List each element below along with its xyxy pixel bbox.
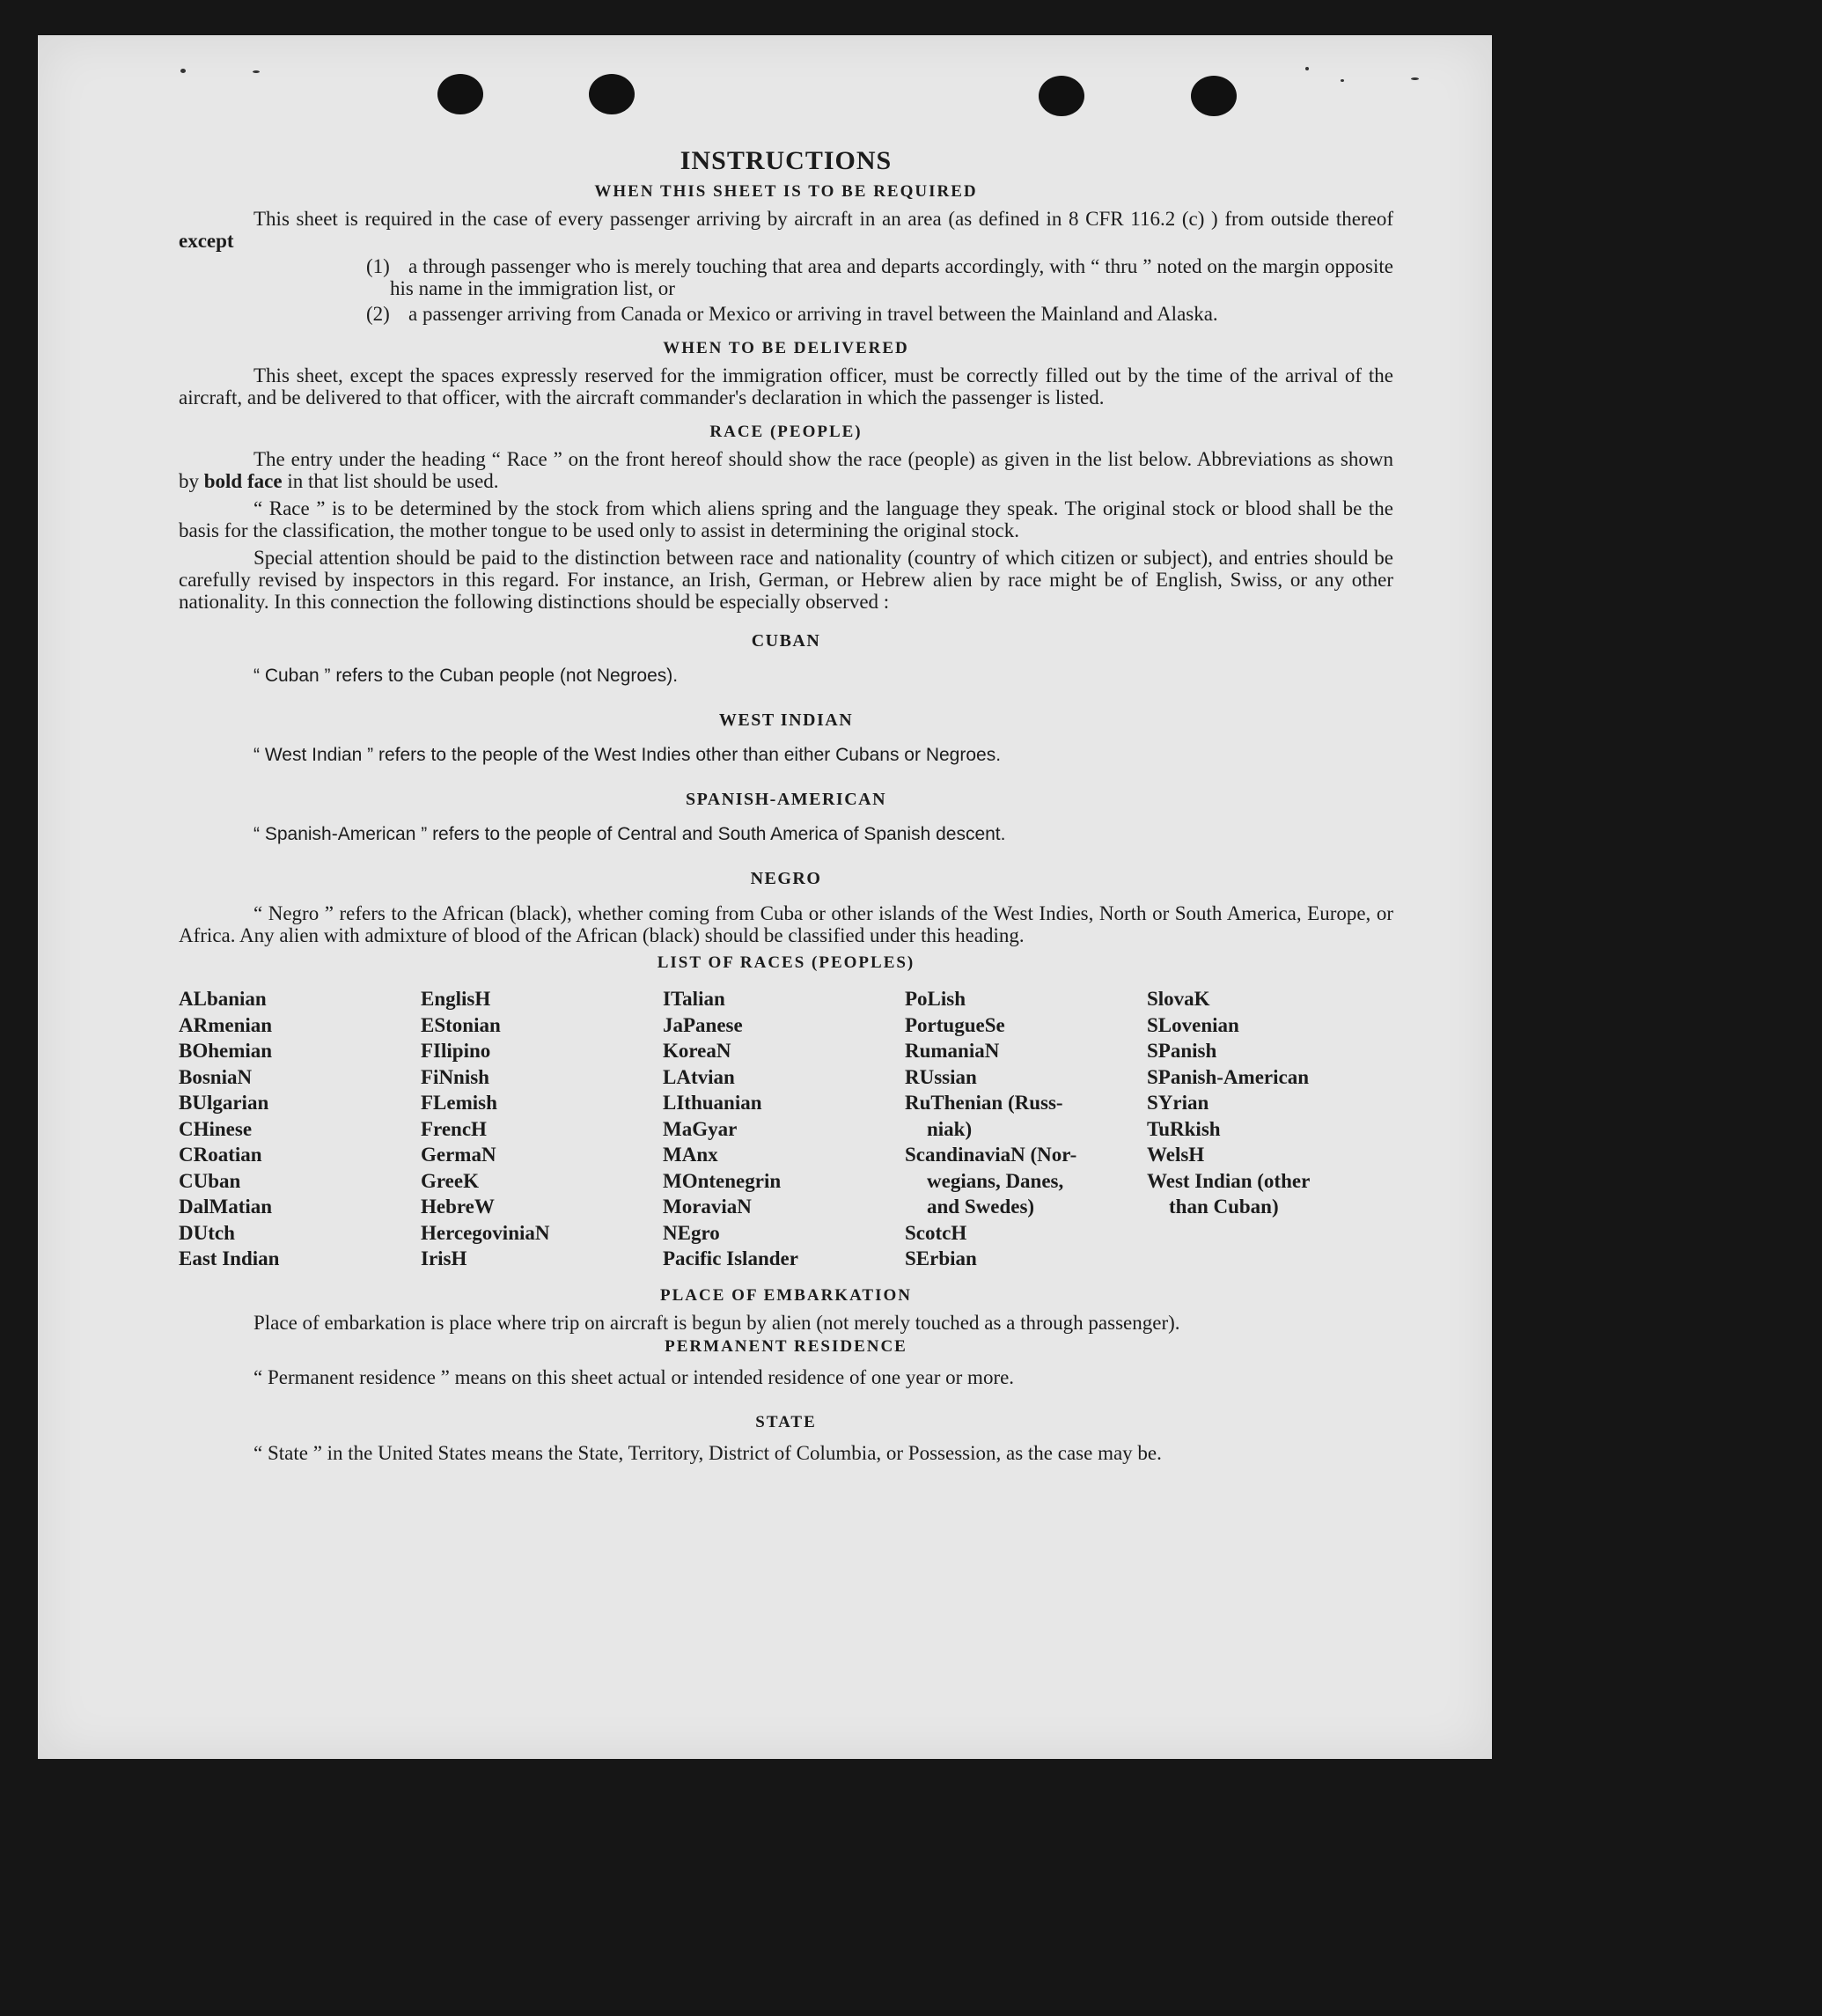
race-entry: GreeK	[421, 1169, 479, 1192]
instructions-body	[179, 146, 1393, 1464]
heading-state: STATE	[755, 1412, 817, 1431]
race-entry: ARmenian	[179, 1013, 273, 1036]
race-entry: CUban	[179, 1169, 241, 1192]
embarkation-text: Place of embarkation is place where trip on aircraft is begun by alien (not merely touched as a through passenger).	[253, 1311, 1180, 1334]
race-entry: GermaN	[421, 1144, 496, 1166]
races-column-1	[179, 986, 421, 1272]
exception-item-2: (2) a passenger arriving from Canada or Mexico or arriving in travel between the Mainland and Alaska.	[366, 303, 1218, 325]
speck	[253, 70, 260, 73]
delivered-text: This sheet, except the spaces expressly reserved for the immigration officer, must be correctly filled out by the time of the arrival of the aircraft, and be delivered to that officer, with the aircraft commander's declaration in which the passenger is listed.	[179, 364, 1393, 408]
race-paragraph-1: The entry under the heading “ Race ” on the front hereof should show the race (people) as given in the list below. Abbreviations as shown by bold face in that list should be used.	[179, 448, 1393, 492]
race-entry-continued: wegians, Danes,	[927, 1169, 1064, 1192]
race-entry: MAnx	[663, 1144, 718, 1166]
state-text: “ State ” in the United States means the State, Territory, District of Columbia, or Possession, as the case may be.	[253, 1441, 1162, 1464]
race-entry: ScandinaviaN (Nor-	[905, 1144, 1077, 1166]
race-entry: KoreaN	[663, 1040, 731, 1062]
race-entry: MaGyar	[663, 1117, 738, 1140]
races-column-5	[1147, 986, 1389, 1272]
exception-item-1: (1) a through passenger who is merely touching that area and departs accordingly, with “ thru ” noted on the margin opposite his name in the immigration list, or	[366, 255, 1393, 299]
heading-cuban: CUBAN	[751, 631, 821, 651]
race-entry: BosniaN	[179, 1065, 253, 1088]
race-entry: RumaniaN	[905, 1040, 1000, 1062]
speck	[1341, 79, 1344, 82]
race-entry: Pacific Islander	[663, 1247, 798, 1269]
race-entry: EStonian	[421, 1013, 501, 1036]
race-paragraph-2: “ Race ” is to be determined by the stock from which aliens spring and the language they speak. The original stock or blood shall be the basis for the classification, the mother tongue to be used only to assist in determining the original stock.	[179, 497, 1393, 541]
race-entry: TuRkish	[1147, 1117, 1221, 1140]
race-entry: LAtvian	[663, 1065, 735, 1088]
race-entry: FIlipino	[421, 1040, 491, 1062]
races-column-3	[663, 986, 905, 1272]
race-entry: FiNnish	[421, 1065, 489, 1088]
race-entry: West Indian (other	[1147, 1169, 1311, 1192]
heading-embarkation: PLACE OF EMBARKATION	[660, 1285, 912, 1305]
race-entry: MOntenegrin	[663, 1169, 782, 1192]
document-page	[38, 35, 1492, 1759]
page-title: INSTRUCTIONS	[680, 146, 893, 175]
race-entry: FLemish	[421, 1092, 497, 1114]
race-entry-continued: and Swedes)	[927, 1196, 1035, 1218]
race-entry: ALbanian	[179, 988, 267, 1010]
race-entry: RuThenian (Russ-	[905, 1092, 1063, 1114]
race-entry: CRoatian	[179, 1144, 262, 1166]
race-entry: SLovenian	[1147, 1013, 1239, 1036]
punch-hole	[589, 74, 635, 114]
speck	[180, 69, 186, 73]
race-entry: PortugueSe	[905, 1013, 1005, 1036]
heading-west-indian: WEST INDIAN	[718, 710, 854, 730]
races-column-2	[421, 986, 663, 1272]
race-entry: PoLish	[905, 988, 966, 1010]
race-entry: NEgro	[663, 1221, 720, 1244]
race-entry: HercegoviniaN	[421, 1221, 550, 1244]
west-indian-text: “ West Indian ” refers to the people of the West Indies other than either Cubans or Negroes.	[253, 745, 1002, 765]
section-heading-race: RACE (PEOPLE)	[709, 423, 863, 441]
punch-hole	[437, 74, 483, 114]
race-entry-continued: than Cuban)	[1169, 1196, 1279, 1218]
race-entry: BOhemian	[179, 1040, 273, 1062]
heading-list-of-races: LIST OF RACES (PEOPLES)	[657, 953, 915, 972]
race-entry: WelsH	[1147, 1144, 1205, 1166]
race-entry: ITalian	[663, 988, 725, 1010]
heading-spanish-american: SPANISH-AMERICAN	[685, 790, 887, 809]
race-entry: DalMatian	[179, 1196, 273, 1218]
punch-hole	[1191, 76, 1237, 116]
race-entry: MoraviaN	[663, 1196, 752, 1218]
races-column-4	[905, 986, 1147, 1272]
race-entry: SYrian	[1147, 1092, 1209, 1114]
punch-hole	[1039, 76, 1084, 116]
race-entry: LIthuanian	[663, 1092, 762, 1114]
race-entry-continued: niak)	[927, 1117, 973, 1140]
race-entry: FrencH	[421, 1117, 487, 1140]
race-entry: BUlgarian	[179, 1092, 269, 1114]
negro-text: “ Negro ” refers to the African (black), whether coming from Cuba or other islands of the West Indies, North or South America, Europe, or Africa. Any alien with admixture of blood of the African (black) should be classified under this heading.	[179, 902, 1393, 946]
race-entry: JaPanese	[663, 1013, 743, 1036]
race-entry: HebreW	[421, 1196, 495, 1218]
except-word: except	[179, 230, 234, 252]
race-entry: SlovaK	[1147, 988, 1210, 1010]
race-entry: RUssian	[905, 1065, 977, 1088]
race-entry: SErbian	[905, 1247, 977, 1269]
residence-text: “ Permanent residence ” means on this sheet actual or intended residence of one year or more.	[253, 1365, 1015, 1388]
race-entry: SPanish-American	[1147, 1065, 1309, 1088]
section-heading-required: WHEN THIS SHEET IS TO BE REQUIRED	[594, 182, 978, 201]
race-entry: CHinese	[179, 1117, 253, 1140]
race-entry: East Indian	[179, 1247, 280, 1269]
races-list	[179, 986, 1393, 1272]
race-entry: EnglisH	[421, 988, 491, 1010]
race-entry: ScotcH	[905, 1221, 967, 1244]
race-entry: SPanish	[1147, 1040, 1217, 1062]
section-heading-delivered: WHEN TO BE DELIVERED	[663, 339, 909, 357]
speck	[1411, 77, 1419, 80]
race-paragraph-3: Special attention should be paid to the distinction between race and nationality (country of which citizen or subject), and entries should be carefully revised by inspectors in this regard. For instance, an Irish, German, or Hebrew alien by race might be of English, Swiss, or any other nationality. In this connection the following distinctions should be especially observed :	[179, 547, 1393, 613]
speck	[1305, 67, 1309, 70]
required-intro: This sheet is required in the case of every passenger arriving by aircraft in an area (as defined in 8 CFR 116.2 (c) ) from outside thereof except	[179, 208, 1393, 252]
cuban-text: “ Cuban ” refers to the Cuban people (not Negroes).	[253, 666, 679, 686]
spanish-american-text: “ Spanish-American ” refers to the people of Central and South America of Spanish descent.	[253, 824, 1006, 844]
heading-negro: NEGRO	[750, 869, 822, 888]
race-entry: IrisH	[421, 1247, 467, 1269]
race-entry: DUtch	[179, 1221, 235, 1244]
heading-residence: PERMANENT RESIDENCE	[665, 1336, 907, 1356]
